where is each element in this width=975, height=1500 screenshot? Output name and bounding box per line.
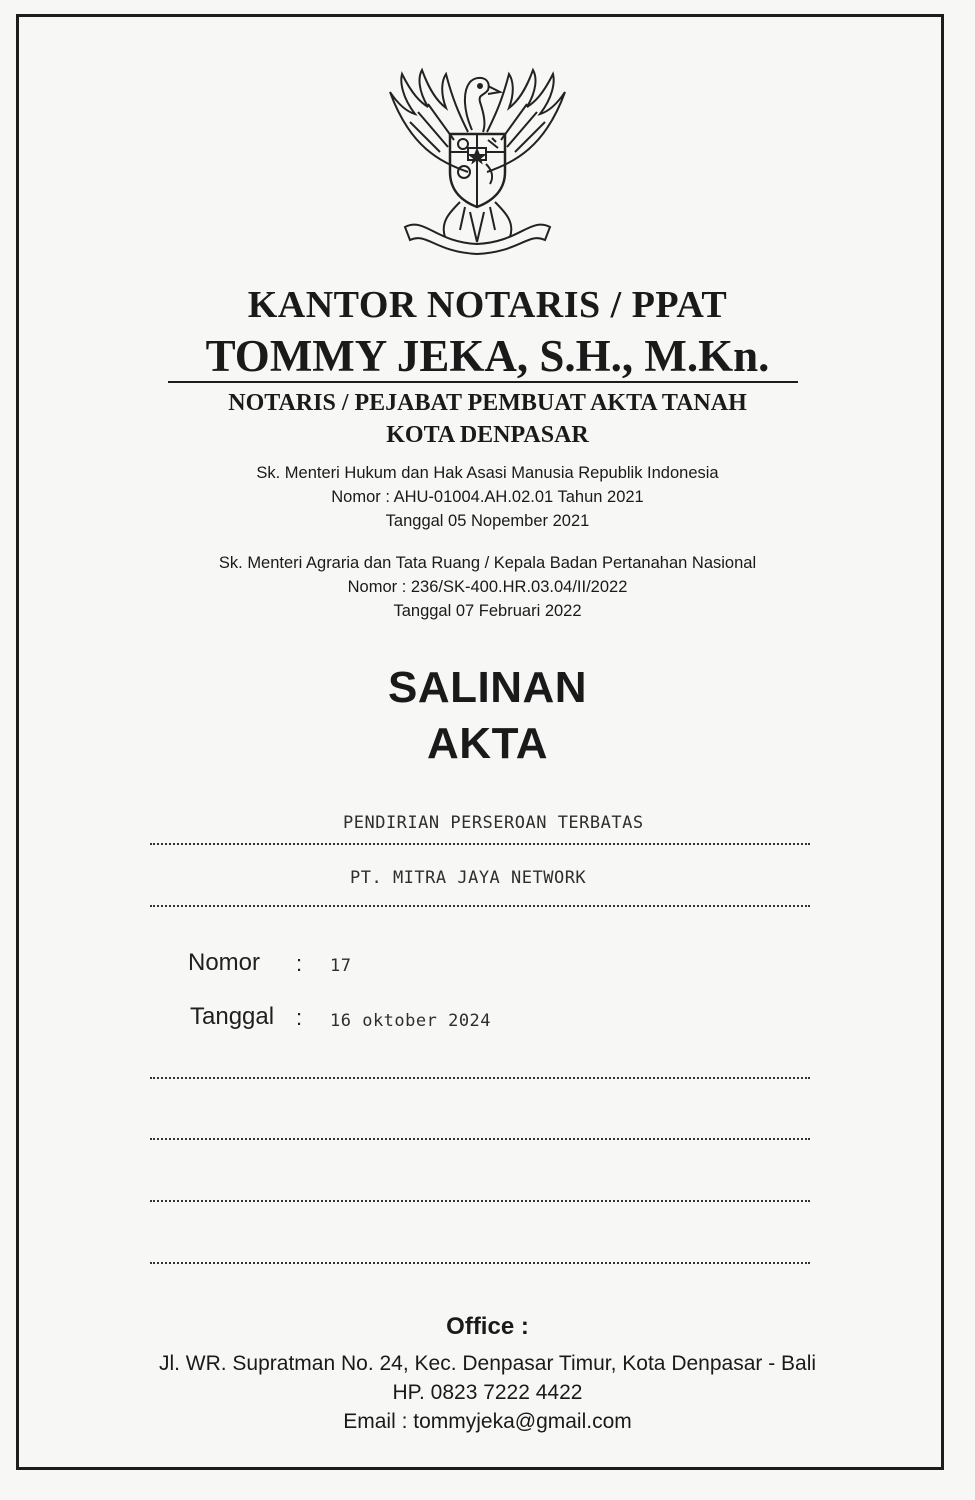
- dotted-line: [150, 905, 810, 907]
- number-colon: :: [296, 951, 303, 976]
- date-value: 16 oktober 2024: [330, 1011, 492, 1031]
- notary-city: KOTA DENPASAR: [386, 422, 589, 448]
- deed-subject: PENDIRIAN PERSEROAN TERBATAS: [343, 813, 644, 833]
- dotted-line: [150, 1262, 810, 1264]
- decree-2-line-1: Sk. Menteri Agraria dan Tata Ruang / Kepala Badan Pertanahan Nasional: [218, 554, 757, 572]
- decree-block-2: [0, 551, 975, 623]
- deed-company: PT. MITRA JAYA NETWORK: [350, 868, 587, 888]
- number-value: 17: [330, 956, 352, 976]
- decree-1-line-1: Sk. Menteri Hukum dan Hak Asasi Manusia Republik Indonesia: [256, 464, 719, 482]
- dotted-line: [150, 843, 810, 845]
- notary-role: NOTARIS / PEJABAT PEMBUAT AKTA TANAH: [228, 390, 747, 416]
- name-underline: [168, 381, 798, 383]
- dotted-line: [150, 1077, 810, 1079]
- dotted-line: [150, 1138, 810, 1140]
- document-title-line-1: SALINAN: [387, 663, 588, 712]
- office-heading: Office :: [446, 1313, 529, 1340]
- office-phone: HP. 0823 7222 4422: [392, 1381, 583, 1404]
- date-label: Tanggal: [190, 1003, 275, 1030]
- decree-1-line-3: Tanggal 05 Nopember 2021: [385, 512, 590, 530]
- office-title: KANTOR NOTARIS / PPAT: [247, 284, 728, 326]
- office-contact: [0, 1349, 975, 1436]
- office-email: Email : tommyjeka@gmail.com: [343, 1410, 632, 1433]
- garuda-emblem-icon: [380, 52, 575, 257]
- dotted-line: [150, 1200, 810, 1202]
- decree-1-line-2: Nomor : AHU-01004.AH.02.01 Tahun 2021: [331, 488, 644, 506]
- date-colon: :: [296, 1005, 303, 1030]
- document-title-line-2: AKTA: [427, 719, 548, 768]
- decree-block-1: [0, 461, 975, 533]
- decree-2-line-3: Tanggal 07 Februari 2022: [393, 602, 582, 620]
- decree-2-line-2: Nomor : 236/SK-400.HR.03.04/II/2022: [347, 578, 628, 596]
- notary-name: TOMMY JEKA, S.H., M.Kn.: [205, 331, 770, 381]
- document-title: [0, 660, 975, 772]
- number-label: Nomor: [188, 949, 261, 976]
- office-address: Jl. WR. Supratman No. 24, Kec. Denpasar Timur, Kota Denpasar - Bali: [158, 1352, 817, 1375]
